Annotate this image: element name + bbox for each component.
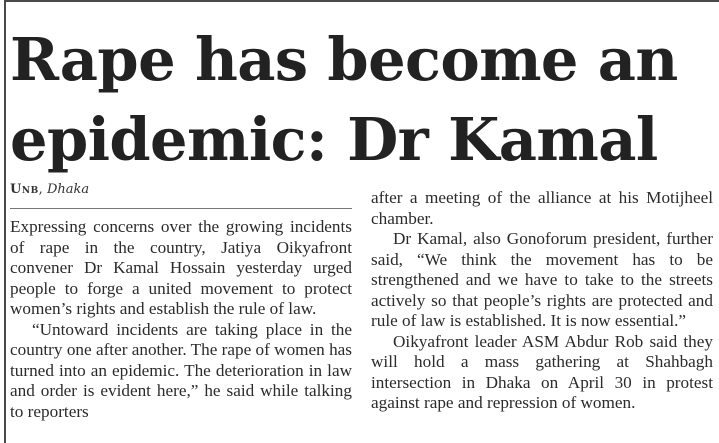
left-border-rule bbox=[4, 0, 6, 443]
byline-place: Dhaka bbox=[46, 182, 90, 197]
byline: Unb, Dhaka bbox=[10, 182, 90, 197]
headline-line-2: epidemic: Dr Kamal bbox=[10, 105, 658, 174]
article-column-2 bbox=[371, 188, 713, 414]
article-column-1 bbox=[10, 217, 352, 422]
byline-agency: Unb bbox=[10, 182, 39, 197]
paragraph: Expressing concerns over the growing incidents of rape in the country, Jatiya Oikyafront convener Dr Kamal Hossain yesterday urged people to forge a united movement to protect women’s rights and establish the rule of law. bbox=[10, 217, 352, 318]
headline-line-1: Rape has become an bbox=[10, 25, 678, 94]
headline bbox=[10, 20, 715, 180]
paragraph: after a meeting of the alliance at his Motijheel chamber. bbox=[371, 188, 713, 228]
paragraph: Oikyafront leader ASM Abdur Rob said they will hold a mass gathering at Shahbagh intersection in Dhaka on April 30 in protest against rape and repression of women. bbox=[371, 331, 713, 412]
byline-divider bbox=[10, 208, 352, 209]
paragraph: “Untoward incidents are taking place in the country one after another. The rape of women has turned into an epidemic. The deterioration in law and order is evident here,” he said while talking to reporters bbox=[10, 319, 352, 421]
paragraph: Dr Kamal, also Gonoforum president, further said, “We think the movement has to be strengthened and we have to take to the streets actively so that people’s rights are protected and rule of law is established. It is now essential.” bbox=[371, 229, 713, 330]
top-border-rule bbox=[4, 0, 719, 2]
